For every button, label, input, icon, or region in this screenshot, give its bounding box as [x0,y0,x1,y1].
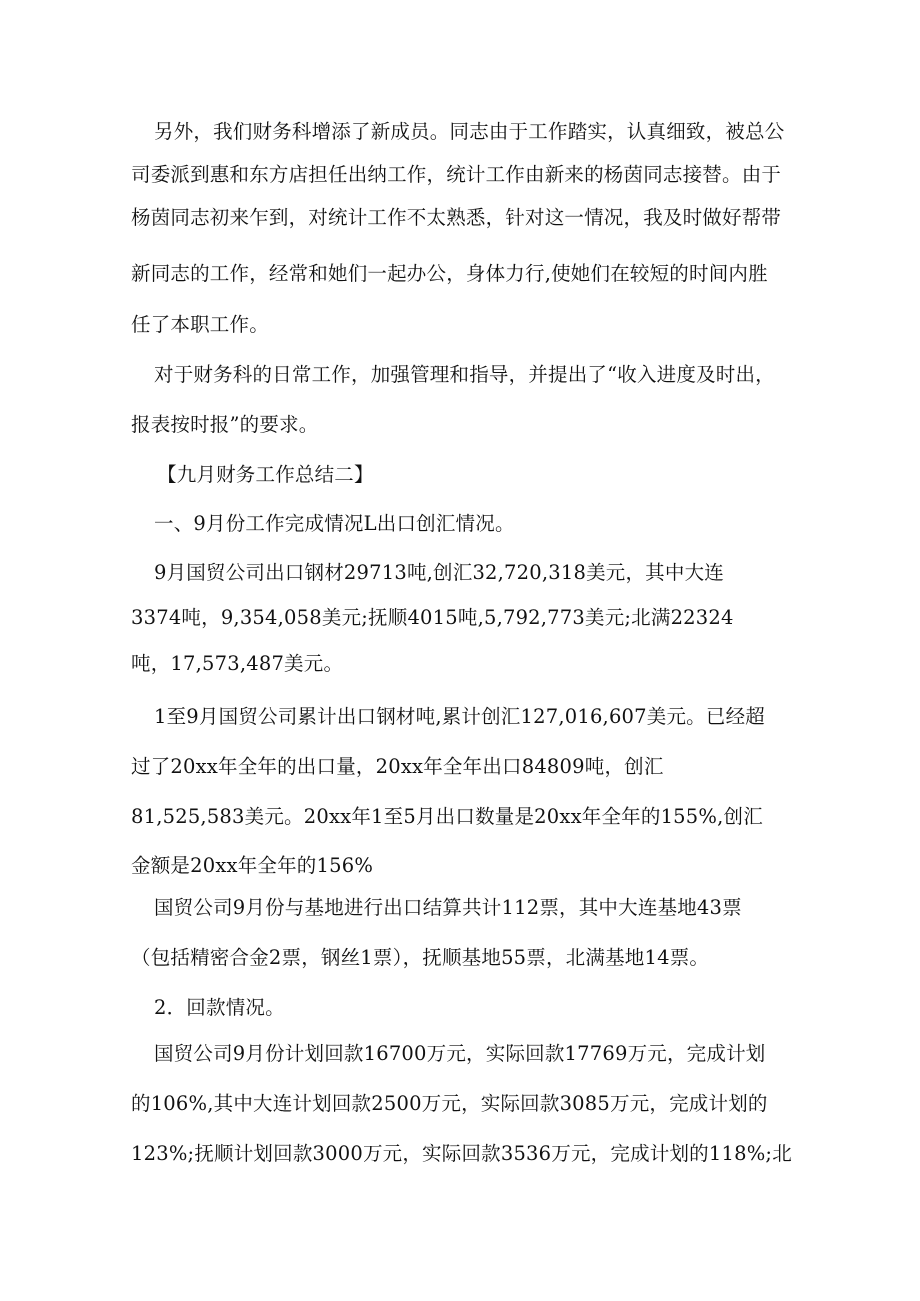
subsection-heading: 2．回款情况。 [154,996,285,1019]
paragraph-line: 过了20xx年全年的出口量，20xx年全年出口84809吨，创汇 [131,755,664,778]
paragraph-line: 司委派到惠和东方店担任出纳工作，统计工作由新来的杨茵同志接替。由于 [131,163,782,186]
paragraph-line: 任了本职工作。 [131,313,269,336]
paragraph-line: 123%;抚顺计划回款3000万元，实际回款3536万元，完成计划的118%;北 [131,1142,792,1165]
paragraph-line: 的106%,其中大连计划回款2500万元，实际回款3085万元，完成计划的 [131,1092,768,1115]
paragraph-line: 金额是20xx年全年的156% [131,854,374,877]
paragraph-line: 报表按时报”的要求。 [131,413,319,436]
paragraph-line: 吨，17,573,487美元。 [131,652,344,675]
paragraph-line: 3374吨，9,354,058美元;抚顺4015吨,5,792,773美元;北满22324 [131,606,734,629]
paragraph-line: 9月国贸公司出口钢材29713吨,创汇32,720,318美元，其中大连 [154,561,724,584]
paragraph-line: 对于财务科的日常工作，加强管理和指导，并提出了“收入进度及时出， [154,363,775,386]
section-heading: 【九月财务工作总结二】 [157,463,374,486]
paragraph-line: （包括精密合金2票，钢丝1票），抚顺基地55票，北满基地14票。 [131,946,710,969]
paragraph-line: 1至9月国贸公司累计出口钢材吨,累计创汇127,016,607美元。已经超 [154,705,765,728]
paragraph-line: 国贸公司9月份计划回款16700万元，实际回款17769万元，完成计划 [154,1042,766,1065]
paragraph-line: 81,525,583美元。20xx年1至5月出口数量是20xx年全年的155%,创汇 [131,805,763,828]
paragraph-line: 新同志的工作，经常和她们一起办公，身体力行,使她们在较短的时间内胜 [131,262,768,285]
paragraph-line: 杨茵同志初来乍到，对统计工作不太熟悉，针对这一情况，我及时做好帮带 [131,206,782,229]
paragraph-line: 国贸公司9月份与基地进行出口结算共计112票，其中大连基地43票 [154,896,742,919]
paragraph-line: 另外，我们财务科增添了新成员。同志由于工作踏实，认真细致，被总公 [154,120,785,143]
subsection-heading: 一、9月份工作完成情况L出口创汇情况。 [154,512,515,535]
